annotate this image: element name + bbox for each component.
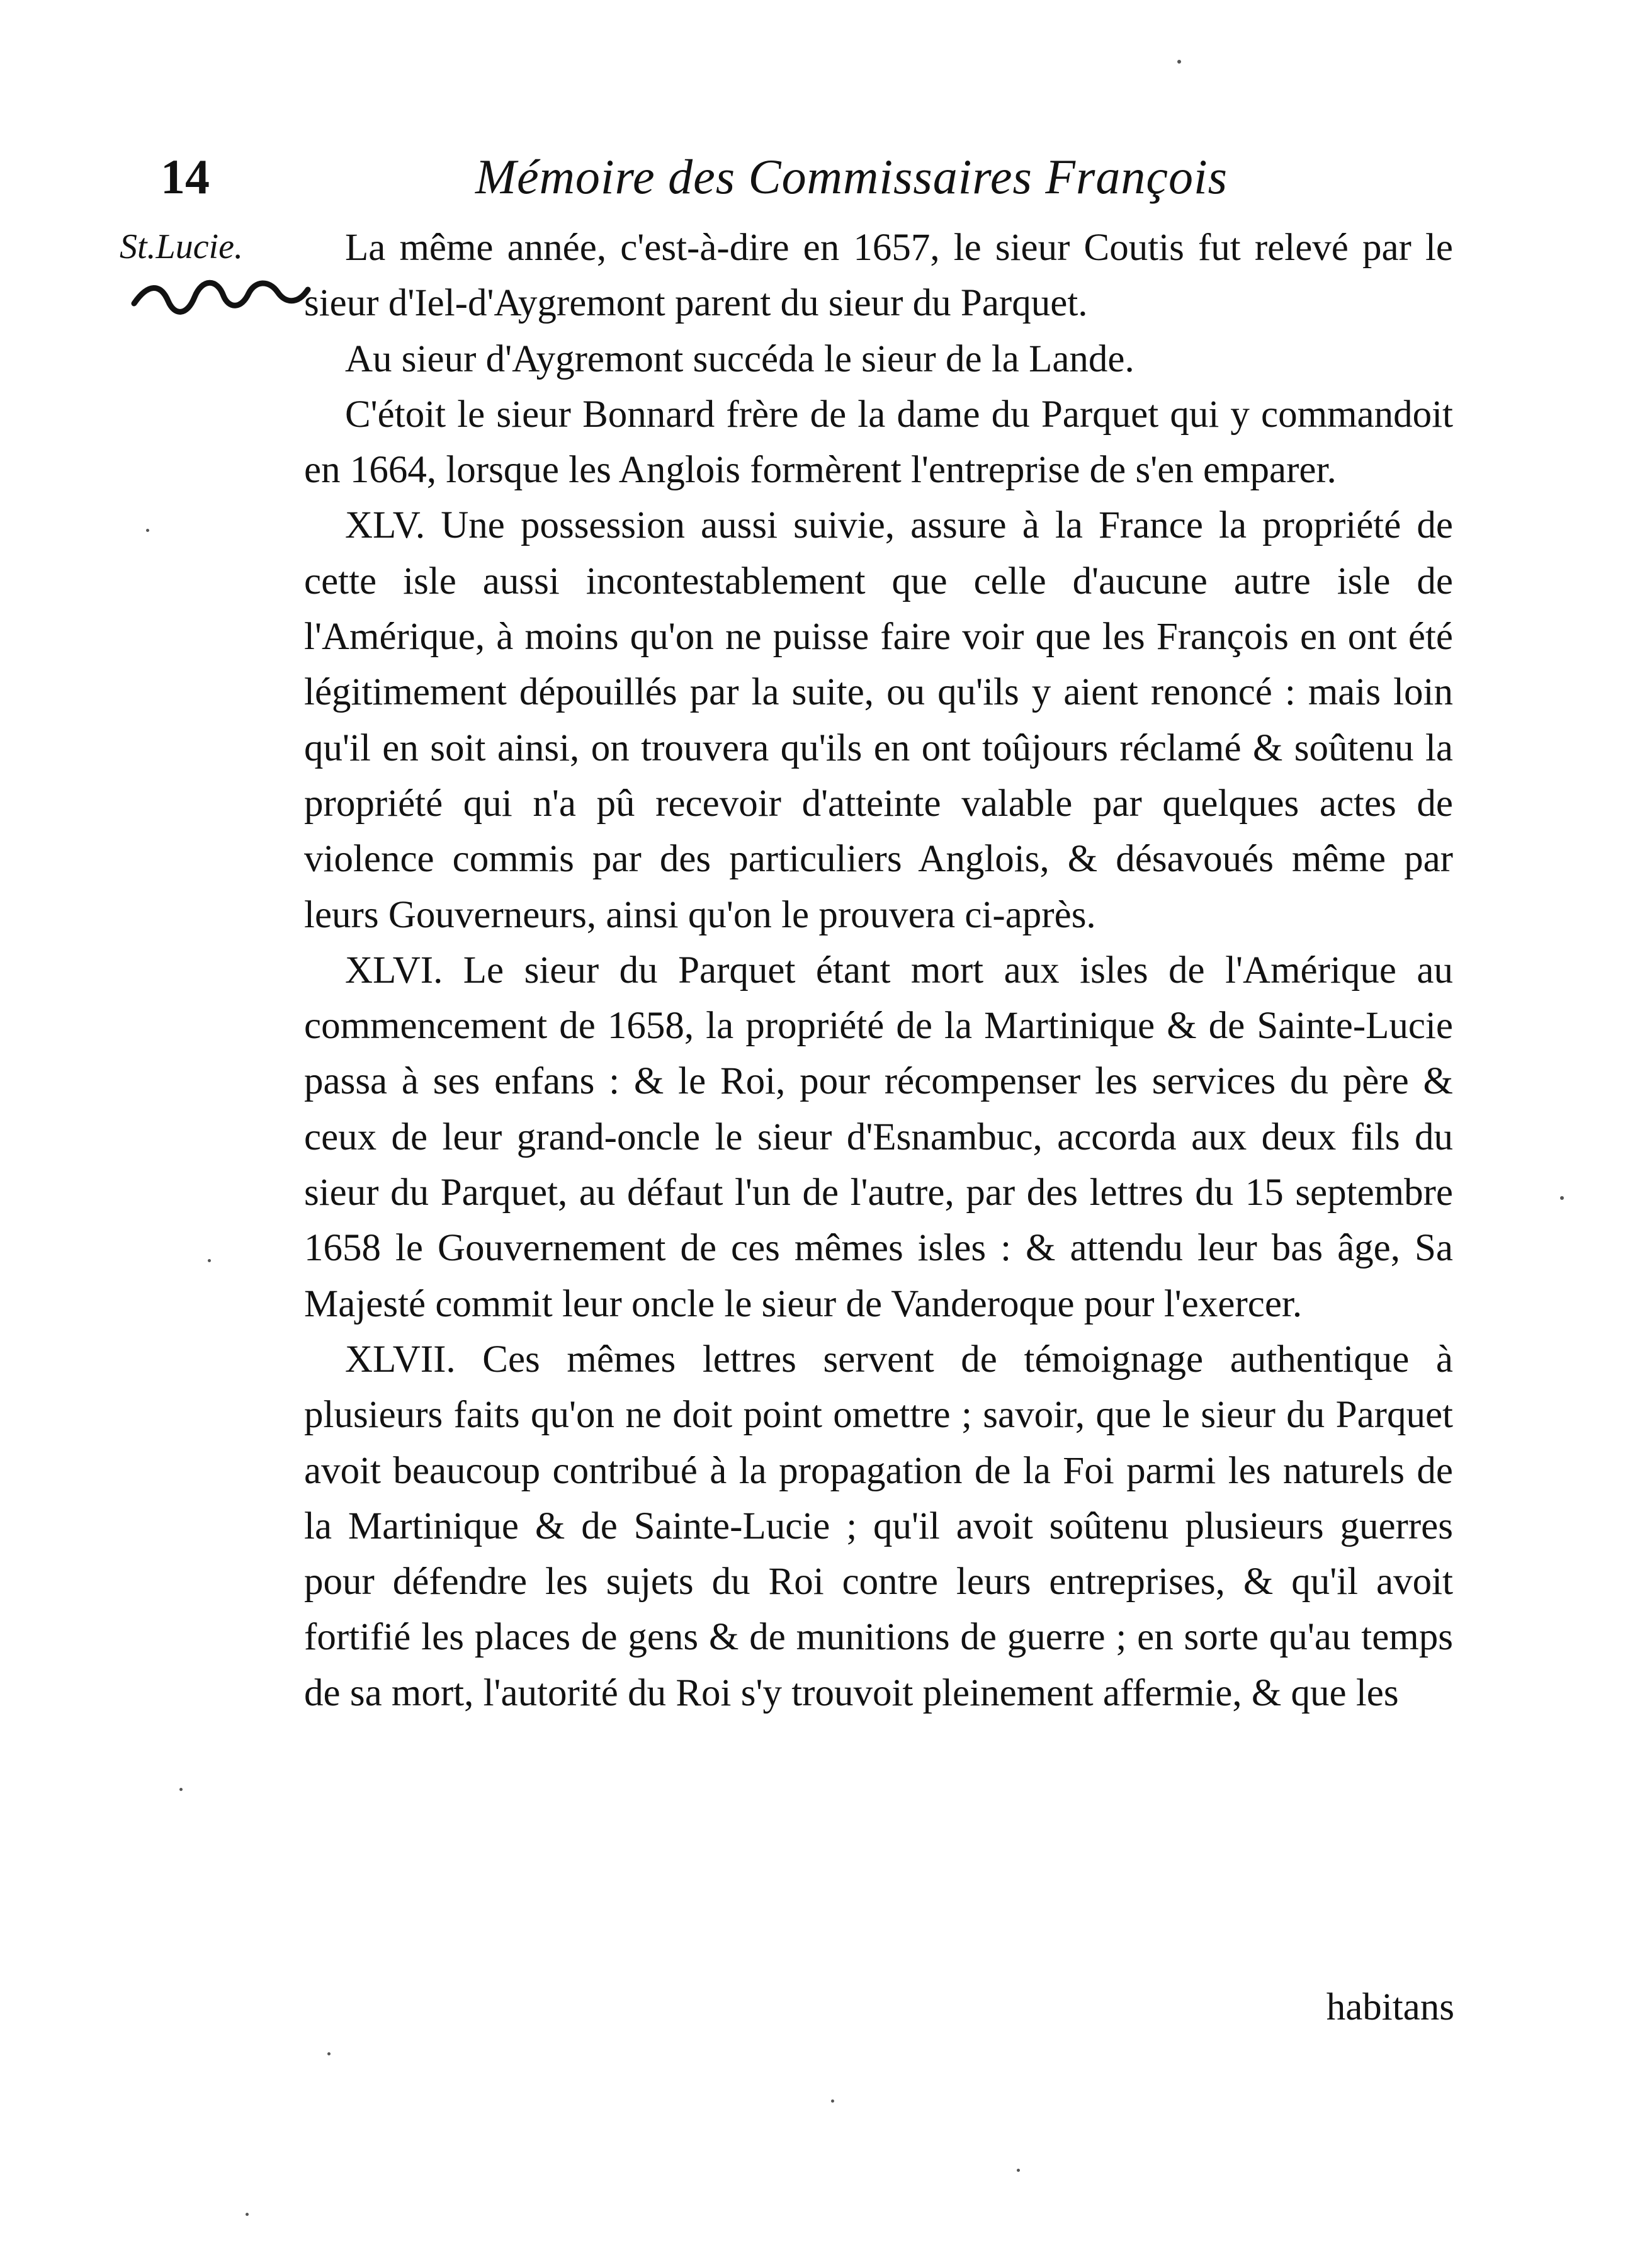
running-title: Mémoire des Commissaires François [475, 149, 1228, 204]
paragraph-3: C'étoit le sieur Bonnard frère de la dame du Parquet qui y commandoit en 1664, lorsque les Anglois formèrent l'entreprise de s'en emparer. [304, 393, 1453, 492]
paper-speck [831, 2099, 834, 2103]
paper-speck [1560, 1196, 1564, 1200]
page-header [0, 142, 1652, 212]
paper-speck [327, 2052, 331, 2055]
paper-speck [1017, 2169, 1020, 2172]
paper-speck [246, 2213, 249, 2216]
main-text [304, 220, 1453, 1721]
page-number: 14 [161, 149, 210, 204]
paragraph-6: XLVII. Ces mêmes lettres servent de témoignage authentique à plusieurs faits qu'on ne doit point omettre ; savoir, que le sieur du Parquet avoit beaucoup contribué à la propagation de la Foi parmi les naturels de la Martinique & de Sainte-Lucie ; qu'il avoit soûtenu plusieurs guerres pour défendre les sujets du Roi contre leurs entreprises, & qu'il avoit fortifié les places de gens & de munitions de guerre ; en sorte qu'au temps de sa mort, l'autorité du Roi s'y trouvoit pleinement affermie, & que les [304, 1338, 1453, 1714]
margin-note: St.Lucie. [120, 227, 243, 266]
flourish-ornament [129, 271, 312, 321]
paragraph-2: Au sieur d'Aygremont succéda le sieur de la Lande. [345, 337, 1134, 380]
paper-speck [1177, 60, 1181, 64]
catchword: habitans [1326, 1986, 1454, 2028]
paragraph-5: XLVI. Le sieur du Parquet étant mort aux isles de l'Amérique au commencement de 1658, la propriété de la Martinique & de Sainte-Lucie passa à ses enfans : & le Roi, pour récompenser les services du père & ceux de leur grand-oncle le sieur d'Esnambuc, accorda aux deux fils du sieur du Parquet, au défaut l'un de l'autre, par des lettres du 15 septembre 1658 le Gouvernement de ces mêmes isles : & attendu leur bas âge, Sa Majesté commit leur oncle le sieur de Vanderoque pour l'exercer. [304, 949, 1453, 1325]
paper-speck [146, 529, 149, 532]
paper-speck [179, 1788, 183, 1791]
paragraph-4: XLV. Une possession aussi suivie, assure à la France la propriété de cette isle aussi incontestablement que celle d'aucune autre isle de l'Amérique, à moins qu'on ne puisse faire voir que les François en ont été légitimement dépouillés par la suite, ou qu'ils y aient renoncé : mais loin qu'il en soit ainsi, on trouvera qu'ils en ont toûjours réclamé & soûtenu la propriété qui n'a pû recevoir d'atteinte valable par quelques actes de violence commis par des particuliers Anglois, & désavoués même par leurs Gouverneurs, ainsi qu'on le prouvera ci-après. [304, 504, 1453, 936]
paper-speck [208, 1259, 211, 1262]
paragraph-1: La même année, c'est-à-dire en 1657, le sieur Coutis fut relevé par le sieur d'Iel-d'Aygremont parent du sieur du Parquet. [304, 227, 1453, 325]
